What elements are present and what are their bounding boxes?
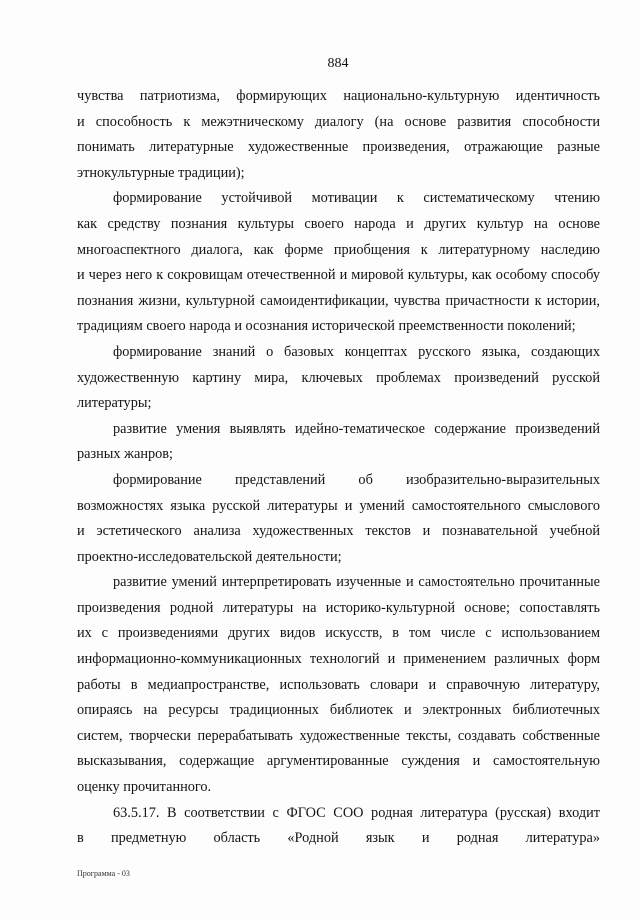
text-line: формирование представлений об изобразительно-выразительных [113, 471, 600, 488]
text-line: и эстетического анализа художественных текстов и познавательной учебной [77, 523, 600, 540]
text-line: этнокультурные традиции); [77, 164, 245, 181]
text-line: систем, творчески перерабатывать художественные тексты, создавать собственные [77, 727, 600, 744]
text-line: развитие умения выявлять идейно-тематическое содержание произведений [113, 420, 600, 437]
text-line: разных жанров; [77, 446, 174, 463]
text-line: и через него к сокровищам отечественной и мировой культуры, как особому способу [77, 267, 600, 284]
text-line: опираясь на ресурсы традиционных библиотек и электронных библиотечных [77, 702, 600, 719]
text-line: оценку прочитанного. [77, 779, 212, 796]
text-line: как средству познания культуры своего народа и других культур на основе [77, 215, 600, 232]
text-line: возможностях языка русской литературы и умений самостоятельного смыслового [77, 497, 600, 514]
text-line: информационно-коммуникационных технологий и применением различных форм [77, 651, 600, 668]
text-line: работы в медиапространстве, использовать словари и справочную литературу, [77, 676, 600, 693]
body-text [77, 84, 600, 852]
text-line: литературы; [77, 395, 152, 412]
text-line: развитие умений интерпретировать изученные и самостоятельно прочитанные [113, 574, 600, 591]
text-line: их с произведениями других видов искусств, в том числе с использованием [77, 625, 600, 642]
text-line: формирование устойчивой мотивации к систематическому чтению [113, 190, 600, 207]
text-line: в предметную область «Родной язык и родная литература» [77, 830, 600, 847]
page-footer: Программа - 03 [77, 869, 130, 878]
text-line: художественную картину мира, ключевых проблемах произведений русской [77, 369, 600, 386]
text-line: проектно-исследовательской деятельности; [77, 548, 342, 565]
text-line: познания жизни, культурной самоидентификации, чувства причастности к истории, [77, 292, 600, 309]
text-line: и способность к межэтническому диалогу (на основе развития способности [77, 113, 600, 130]
text-line: высказывания, содержащие аргументированные суждения и самостоятельную [77, 753, 600, 770]
text-line: формирование знаний о базовых концептах русского языка, создающих [113, 343, 600, 360]
text-line: 63.5.17. В соответствии с ФГОС СОО родная литература (русская) входит [113, 804, 600, 821]
page-number: 884 [327, 56, 349, 71]
text-line: произведения родной литературы на историко-культурной основе; сопоставлять [77, 599, 600, 616]
text-line: понимать литературные художественные произведения, отражающие разные [77, 139, 600, 156]
text-line: чувства патриотизма, формирующих национально-культурную идентичность [77, 88, 600, 104]
text-line: многоаспектного диалога, как форме приобщения к литературному наследию [77, 241, 600, 258]
text-line: традициям своего народа и осознания исторической преемственности поколений; [77, 318, 576, 335]
